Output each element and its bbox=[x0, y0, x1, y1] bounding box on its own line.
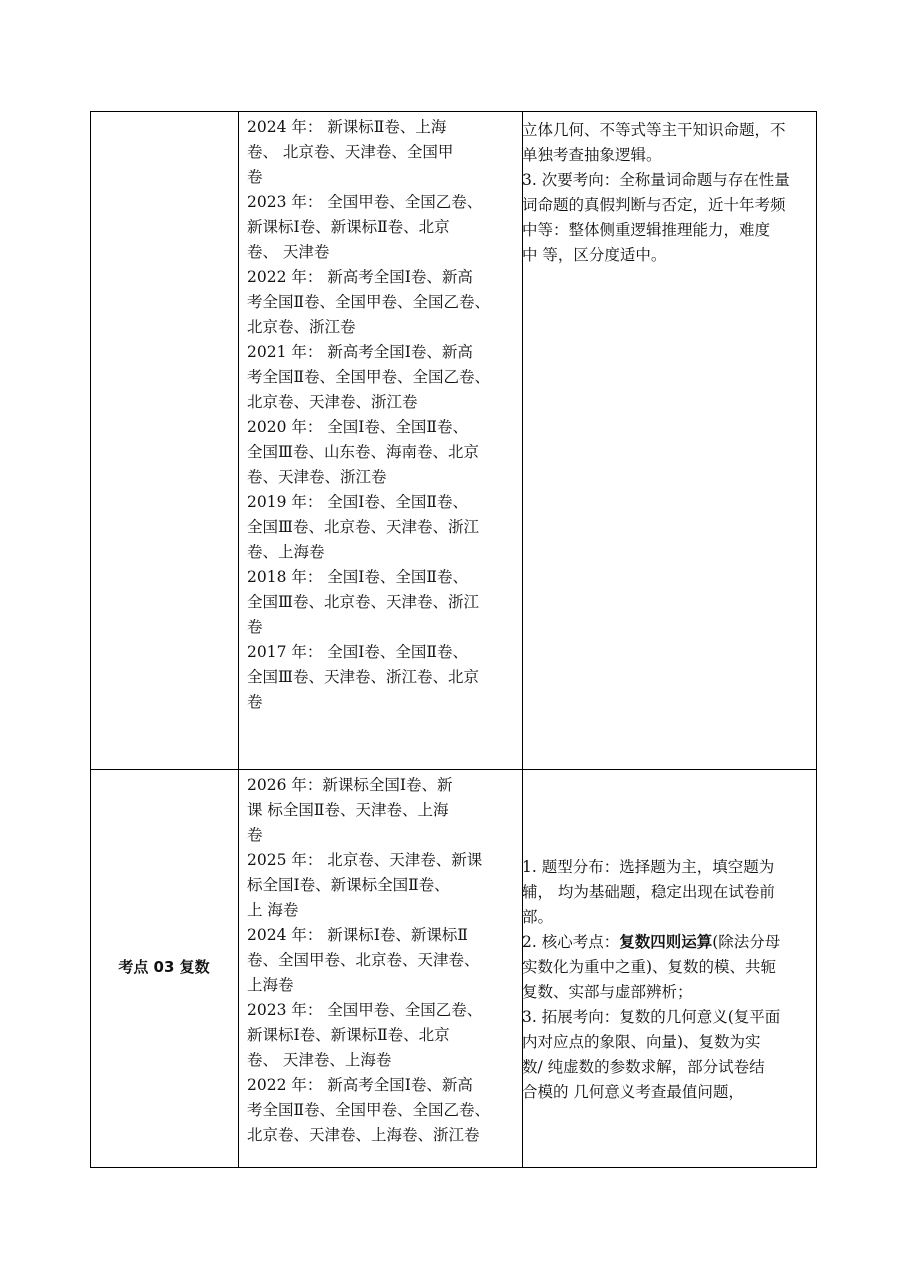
text-line: 单独考查抽象逻辑。 bbox=[522, 146, 662, 164]
text-line: 北京卷、浙江卷 bbox=[247, 318, 356, 336]
text-line: 北京卷、天津卷、浙江卷 bbox=[247, 393, 418, 411]
text-line: 2026 年：新课标全国Ⅰ卷、新 bbox=[247, 776, 453, 794]
row2-analysis-cell bbox=[522, 855, 816, 1105]
analysis-line: 辅， 均为基础题，稳定出现在试卷前 bbox=[522, 883, 775, 901]
text-line: 卷、全国甲卷、北京卷、天津卷、 bbox=[247, 951, 480, 969]
analysis-line: 复数、实部与虚部辨析； bbox=[522, 983, 693, 1001]
text-line: 2017 年： 全国Ⅰ卷、全国Ⅱ卷、 bbox=[247, 643, 468, 661]
text-line: 2018 年： 全国Ⅰ卷、全国Ⅱ卷、 bbox=[247, 568, 468, 586]
text-line: 卷、 北京卷、天津卷、全国甲 bbox=[247, 143, 454, 161]
text-line: 全国Ⅲ卷、天津卷、浙江卷、北京 bbox=[247, 668, 479, 686]
core-point-bold: 复数四则运算 bbox=[619, 933, 713, 951]
text-line: 上海卷 bbox=[247, 976, 294, 994]
row1-years-cell bbox=[247, 115, 517, 715]
text-line: 卷、 天津卷、上海卷 bbox=[247, 1051, 392, 1069]
column-divider-1 bbox=[238, 111, 239, 1168]
core-point-suffix: (除法分母 bbox=[712, 933, 781, 951]
text-line: 上 海卷 bbox=[247, 901, 299, 919]
analysis-line: 部。 bbox=[522, 908, 554, 926]
text-line: 2020 年： 全国Ⅰ卷、全国Ⅱ卷、 bbox=[247, 418, 468, 436]
analysis-line bbox=[522, 930, 816, 955]
exam-table bbox=[90, 111, 817, 1168]
analysis-line: 内对应点的象限、向量)、复数为实 bbox=[522, 1033, 761, 1051]
text-line: 考全国Ⅱ卷、全国甲卷、全国乙卷、 bbox=[247, 368, 491, 386]
text-line: 卷 bbox=[247, 826, 263, 844]
text-line: 新课标Ⅰ卷、新课标Ⅱ卷、北京 bbox=[247, 218, 450, 236]
text-line: 北京卷、天津卷、上海卷、浙江卷 bbox=[247, 1126, 480, 1144]
text-line: 2023 年： 全国甲卷、全国乙卷、 bbox=[247, 1001, 483, 1019]
text-line: 新课标Ⅰ卷、新课标Ⅱ卷、北京 bbox=[247, 1026, 450, 1044]
text-line: 词命题的真假判断与否定，近十年考频 bbox=[522, 196, 786, 214]
row1-analysis-cell bbox=[522, 118, 816, 268]
text-line: 2024 年： 新课标Ⅰ卷、新课标Ⅱ bbox=[247, 926, 468, 944]
text-line: 卷 bbox=[247, 618, 263, 636]
text-line: 立体几何、不等式等主干知识命题，不 bbox=[522, 121, 786, 139]
text-line: 中等：整体侧重逻辑推理能力，难度 bbox=[522, 221, 771, 239]
text-line: 2025 年： 北京卷、天津卷、新课 bbox=[247, 851, 483, 869]
text-line: 2023 年： 全国甲卷、全国乙卷、 bbox=[247, 193, 483, 211]
text-line: 考全国Ⅱ卷、全国甲卷、全国乙卷、 bbox=[247, 1101, 491, 1119]
topic-label: 考点 03 复数 bbox=[118, 958, 210, 976]
text-line: 卷 bbox=[247, 693, 263, 711]
text-line: 课 标全国Ⅱ卷、天津卷、上海 bbox=[247, 801, 449, 819]
analysis-line: 合模的 几何意义考查最值问题， bbox=[522, 1083, 744, 1101]
text-line: 卷 bbox=[247, 168, 263, 186]
row2-years-cell bbox=[247, 773, 517, 1148]
analysis-line: 数/ 纯虚数的参数求解，部分试卷结 bbox=[522, 1058, 765, 1076]
analysis-line: 实数化为重中之重)、复数的模、共轭 bbox=[522, 958, 777, 976]
text-line: 考全国Ⅱ卷、全国甲卷、全国乙卷、 bbox=[247, 293, 491, 311]
analysis-line: 1. 题型分布：选择题为主，填空题为 bbox=[522, 858, 775, 876]
text-line: 卷、天津卷、浙江卷 bbox=[247, 468, 387, 486]
row-divider bbox=[90, 769, 817, 770]
table-border-top bbox=[90, 111, 817, 112]
table-border-left bbox=[90, 111, 91, 1168]
text-line: 中 等，区分度适中。 bbox=[522, 246, 667, 264]
text-line: 2024 年： 新课标Ⅱ卷、上海 bbox=[247, 118, 447, 136]
text-line: 2021 年： 新高考全国Ⅰ卷、新高 bbox=[247, 343, 473, 361]
text-line: 全国Ⅲ卷、北京卷、天津卷、浙江 bbox=[247, 518, 479, 536]
text-line: 全国Ⅲ卷、北京卷、天津卷、浙江 bbox=[247, 593, 479, 611]
text-line: 2022 年： 新高考全国Ⅰ卷、新高 bbox=[247, 1076, 473, 1094]
analysis-line: 3. 拓展考向：复数的几何意义(复平面 bbox=[522, 1008, 781, 1026]
text-line: 全国Ⅲ卷、山东卷、海南卷、北京 bbox=[247, 443, 479, 461]
core-point-prefix: 2. 核心考点： bbox=[522, 933, 620, 951]
text-line: 2022 年： 新高考全国Ⅰ卷、新高 bbox=[247, 268, 473, 286]
table-border-right bbox=[816, 111, 817, 1168]
text-line: 卷、 天津卷 bbox=[247, 243, 330, 261]
table-border-bottom bbox=[90, 1167, 817, 1168]
text-line: 3. 次要考向：全称量词命题与存在性量 bbox=[522, 171, 790, 189]
text-line: 卷、上海卷 bbox=[247, 543, 325, 561]
text-line: 2019 年： 全国Ⅰ卷、全国Ⅱ卷、 bbox=[247, 493, 468, 511]
text-line: 标全国Ⅰ卷、新课标全国Ⅱ卷、 bbox=[247, 876, 450, 894]
